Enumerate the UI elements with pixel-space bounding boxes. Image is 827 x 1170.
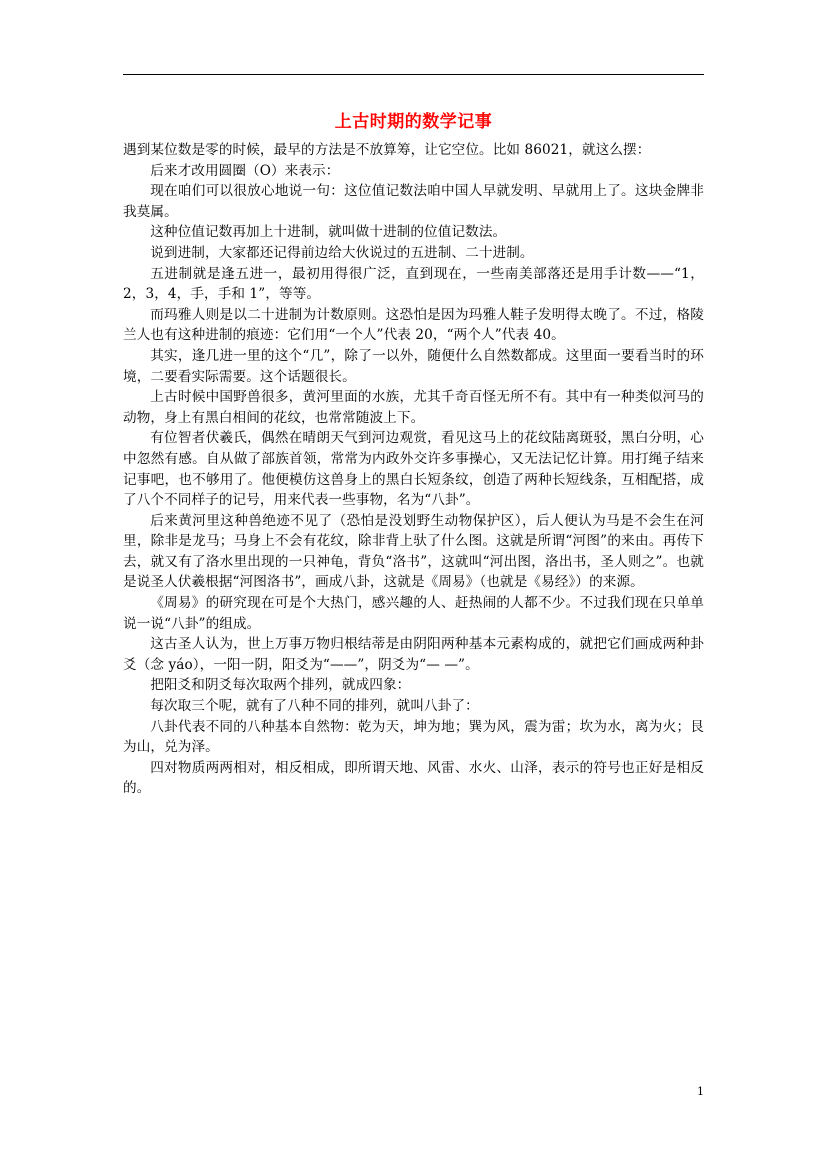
paragraph: 而玛雅人则是以二十进制为计数原则。这恐怕是因为玛雅人鞋子发明得太晚了。不过，格陵兰人也有这种进制的痕迹：它们用“一个人”代表 20，“两个人”代表 40。 bbox=[123, 306, 704, 344]
document-body bbox=[123, 140, 704, 799]
paragraph: 有位智者伏羲氏，偶然在晴朗天气到河边观赏，看见这马上的花纹陆离斑驳，黑白分明，心中忽然有感。自从做了部族首领，常常为内政外交许多事操心，又无法记忆计算。用打绳子结来记事吧，也不够用了。他便模仿这兽身上的黑白长短条纹，创造了两种长短线条，互相配搭，成了八个不同样子的记号，用来代表一些事物，名为“八卦”。 bbox=[123, 430, 704, 509]
paragraph: 把阳爻和阴爻每次取两个排列，就成四象： bbox=[150, 677, 411, 694]
paragraph: 现在咱们可以很放心地说一句：这位值记数法咱中国人早就发明、早就用上了。这块金牌非我莫属。 bbox=[123, 183, 704, 220]
paragraph: 八卦代表不同的八种基本自然物：乾为天，坤为地；巽为风，震为雷；坎为水，离为火；艮为山，兑为泽。 bbox=[123, 718, 704, 756]
paragraph: 四对物质两两相对，相反相成，即所谓天地、风雷、水火、山泽，表示的符号也正好是相反的。 bbox=[123, 759, 704, 797]
document-title: 上古时期的数学记事 bbox=[334, 112, 493, 132]
paragraph: 五进制就是逢五进一，最初用得很广泛，直到现在，一些南美部落还是用手计数——“1，2，3，4，手，手和 1”，等等。 bbox=[123, 265, 704, 303]
paragraph: 这古圣人认为，世上万事万物归根结蒂是由阴阳两种基本元素构成的，就把它们画成两种卦爻（念 yáo），一阳一阴，阳爻为“——”，阴爻为“— —”。 bbox=[123, 636, 704, 673]
header-rule bbox=[123, 74, 704, 75]
paragraph: 后来黄河里这种兽绝迹不见了（恐怕是没划野生动物保护区），后人便认为马是不会生在河里，除非是龙马；马身上不会有花纹，除非背上驮了什么图。这就是所谓“河图”的来由。再传下去，就又有了洛水里出现的一只神龟，背负“洛书”，这就叫“河出图，洛出书，圣人则之”。也就是说圣人伏羲根据“河图洛书”，画成八卦，这就是《周易》（也就是《易经》）的来源。 bbox=[123, 512, 704, 591]
paragraph: 后来才改用圆圈（O）来表示： bbox=[150, 162, 340, 179]
paragraph: 每次取三个呢，就有了八种不同的排列，就叫八卦了： bbox=[150, 698, 479, 715]
paragraph: 这种位值记数再加上十进制，就叫做十进制的位值记数法。 bbox=[150, 224, 507, 241]
paragraph: 其实，逢几进一里的这个“几”，除了一以外，随便什么自然数都成。这里面一要看当时的环境，二要看实际需要。这个话题很长。 bbox=[123, 347, 704, 385]
paragraph: 上古时候中国野兽很多，黄河里面的水族，尤其千奇百怪无所不有。其中有一种类似河马的动物，身上有黑白相间的花纹，也常常随波上下。 bbox=[123, 389, 704, 426]
paragraph: 《周易》的研究现在可是个大热门，感兴趣的人、赶热闹的人都不少。不过我们现在只单单说一说“八卦”的组成。 bbox=[123, 595, 704, 632]
paragraph: 说到进制，大家都还记得前边给大伙说过的五进制、二十进制。 bbox=[150, 244, 534, 261]
page-number: 1 bbox=[697, 1085, 704, 1098]
paragraph: 遇到某位数是零的时候，最早的方法是不放算筹，让它空位。比如 86021，就这么摆： bbox=[123, 142, 651, 158]
